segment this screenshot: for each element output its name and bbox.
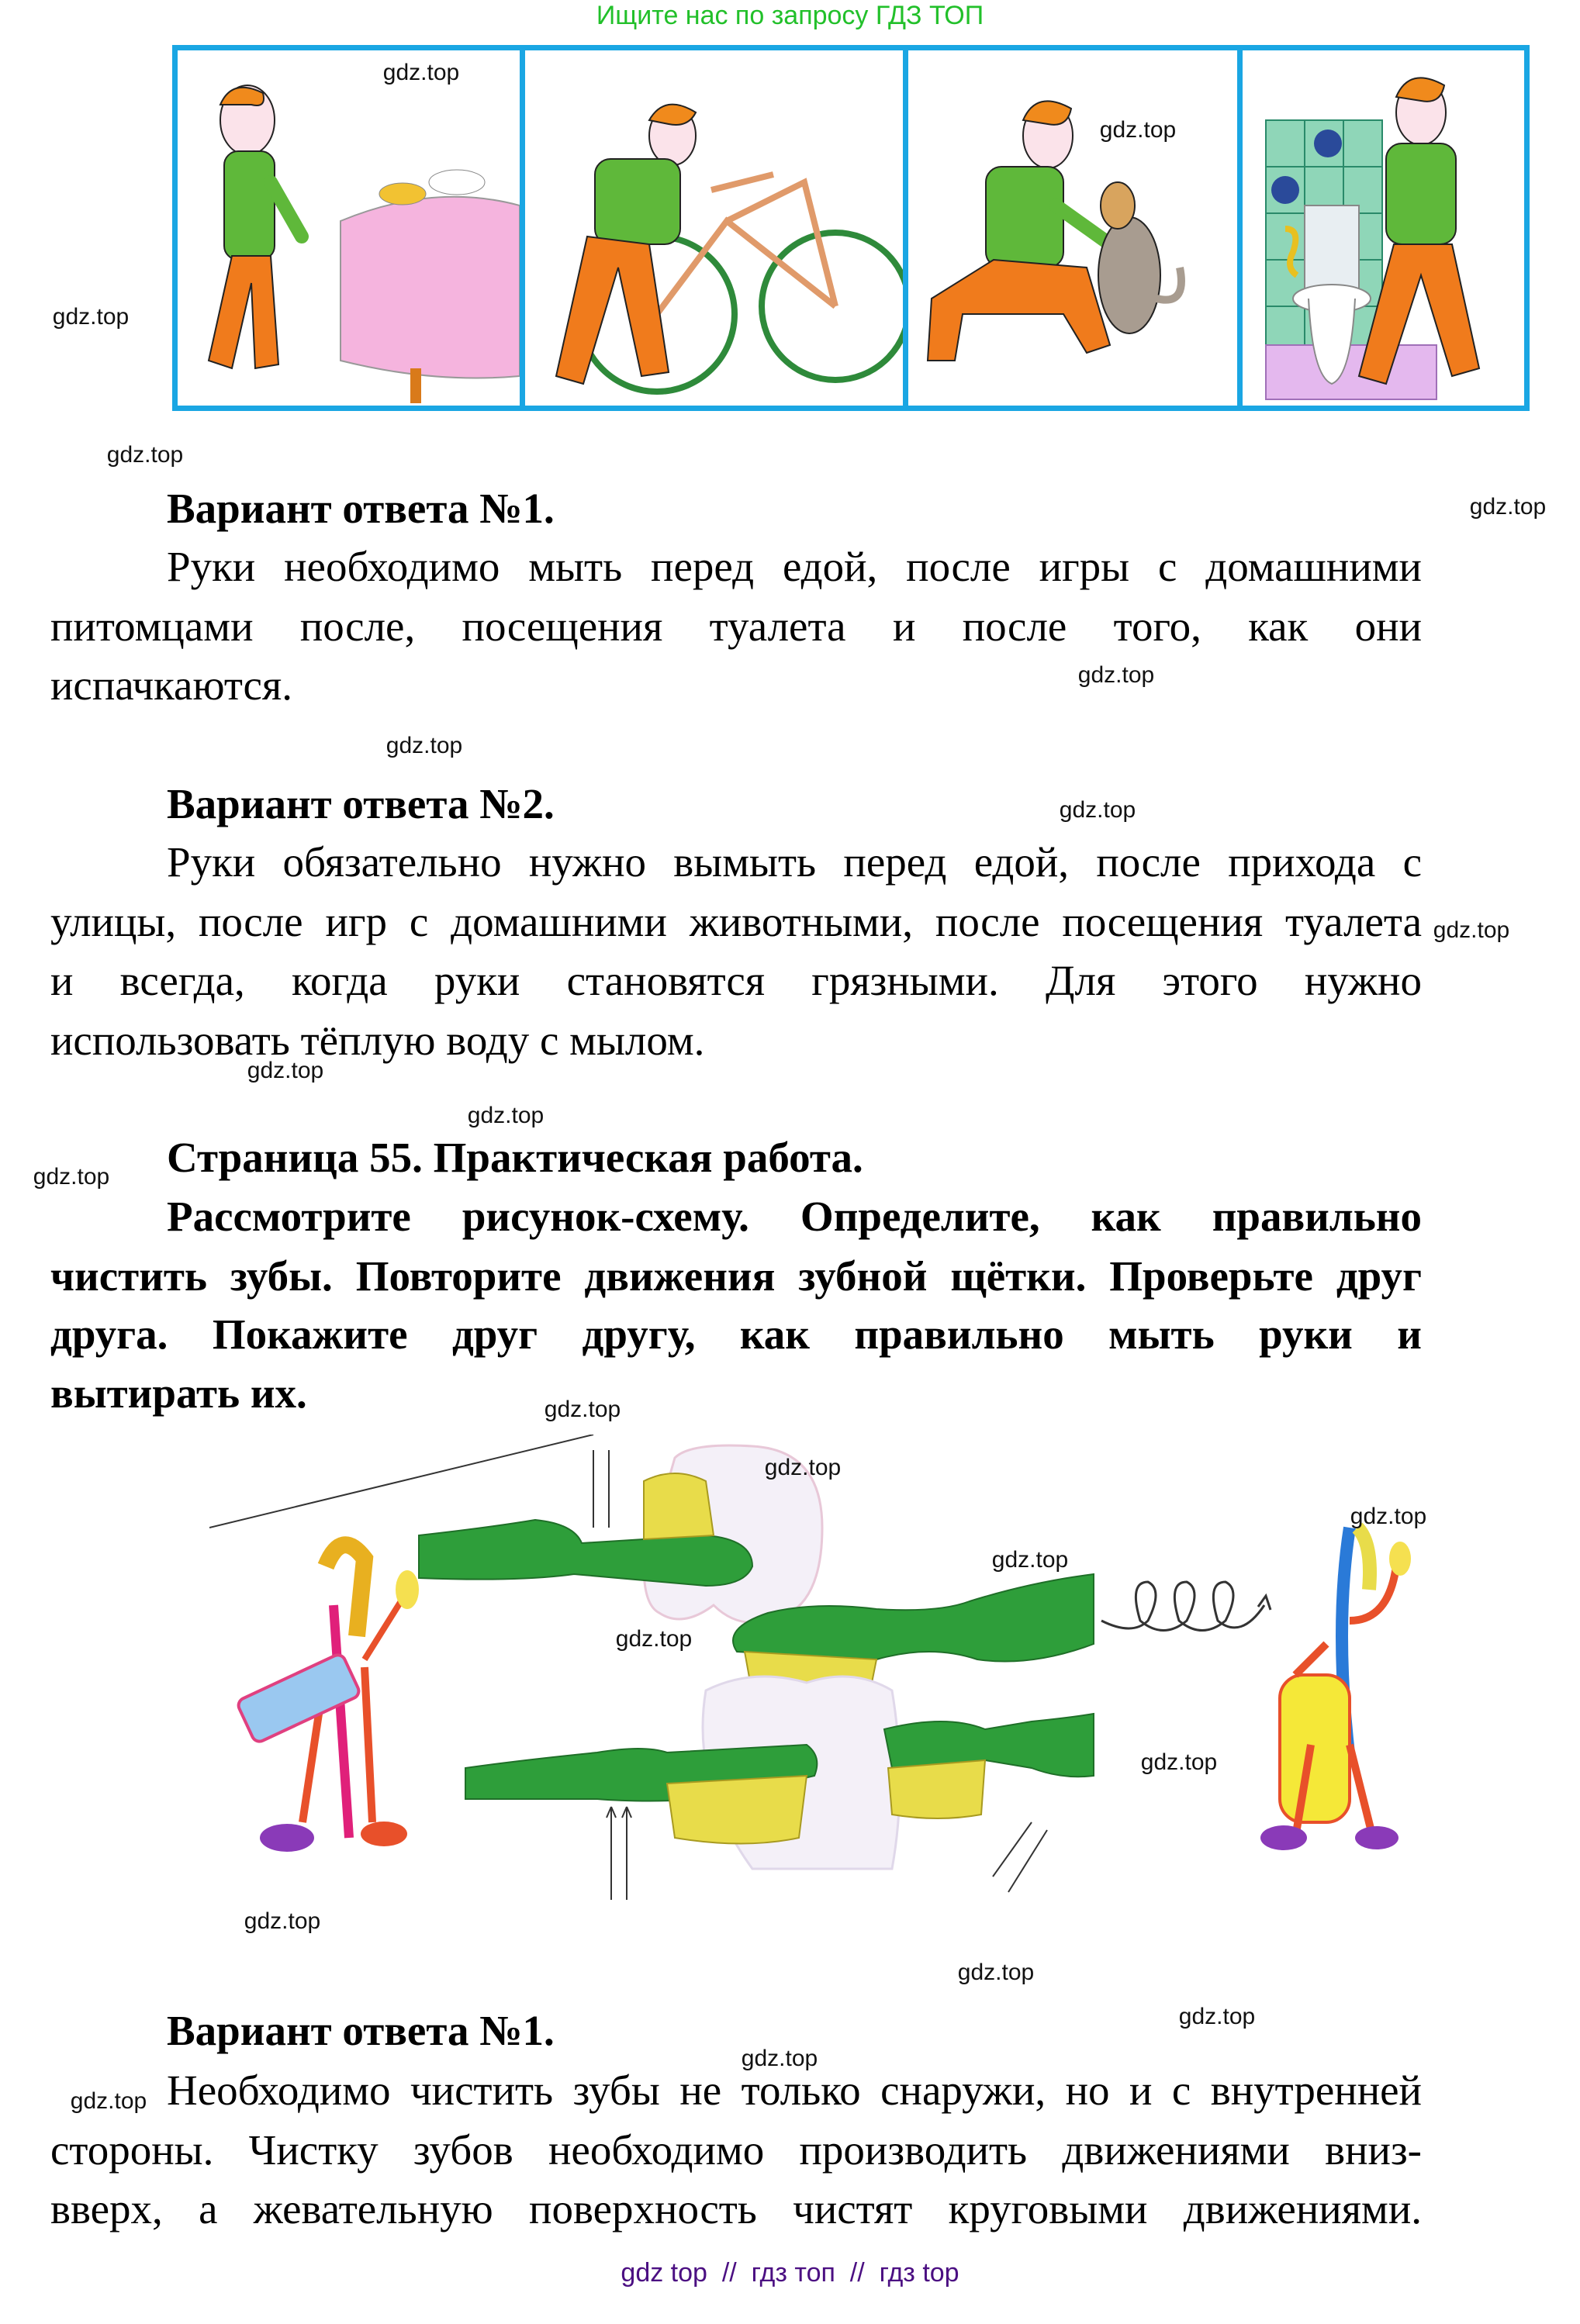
- illustration-panel-bicycle: [525, 50, 903, 406]
- watermark: gdz.top: [991, 1547, 1069, 1573]
- watermark: gdz.top: [1099, 117, 1177, 143]
- task-line: чистить зубы. Повторите движения зубной щётки. Проверьте друг: [50, 1252, 1422, 1300]
- watermark: gdz.top: [1350, 1504, 1427, 1529]
- watermark: gdz.top: [1469, 494, 1547, 520]
- paragraph-line: использовать тёплую воду с мылом.: [50, 1017, 705, 1064]
- search-hint-link[interactable]: Ищите нас по запросу ГДЗ ТОП: [596, 1, 984, 30]
- watermark: gdz.top: [106, 442, 184, 468]
- watermark: gdz.top: [385, 733, 463, 758]
- paragraph-line: Руки обязательно нужно вымыть перед едой, после прихода с: [167, 838, 1422, 886]
- watermark: gdz.top: [382, 60, 460, 85]
- toothpaste-character-left-icon: [236, 1545, 419, 1852]
- watermark: gdz.top: [1059, 797, 1136, 823]
- answer-2-heading: Вариант ответа №2.: [167, 780, 555, 827]
- watermark: gdz.top: [1433, 917, 1510, 943]
- watermark: gdz.top: [244, 1908, 321, 1934]
- panel-divider: [520, 45, 525, 411]
- watermark: gdz.top: [33, 1164, 110, 1190]
- illustration-panel-dog: [908, 50, 1237, 406]
- paragraph-line: питомцами после, посещения туалета и после того, как они: [50, 603, 1422, 650]
- paragraph-line: Руки необходимо мыть перед едой, после игры с домашними: [167, 543, 1422, 590]
- paragraph-line: испачкаются.: [50, 661, 292, 709]
- illustration-panel-table: [178, 50, 520, 406]
- practical-work-heading: Страница 55. Практическая работа.: [167, 1134, 863, 1181]
- watermark: gdz.top: [70, 2088, 147, 2114]
- task-line: Рассмотрите рисунок-схему. Определите, как правильно: [167, 1193, 1422, 1240]
- toothbrush-diagram: [209, 1435, 1419, 1934]
- paragraph-line: и всегда, когда руки становятся грязными. Для этого нужно: [50, 957, 1422, 1004]
- watermark: gdz.top: [467, 1103, 545, 1128]
- answer-1-heading: Вариант ответа №1.: [167, 485, 555, 532]
- watermark: gdz.top: [764, 1455, 842, 1480]
- paragraph-line: стороны. Чистку зубов необходимо производить движениями вниз-: [50, 2126, 1422, 2174]
- paragraph-line: улицы, после игр с домашними животными, после посещения туалета: [50, 898, 1422, 945]
- watermark: gdz.top: [544, 1397, 621, 1422]
- task-line: друга. Покажите друг другу, как правильно мыть руки и: [50, 1310, 1422, 1358]
- panel-divider: [903, 45, 908, 411]
- answer-4-heading: Вариант ответа №1.: [167, 2007, 555, 2054]
- task-line: вытирать их.: [50, 1369, 307, 1417]
- watermark: gdz.top: [741, 2046, 818, 2071]
- panel-divider: [1237, 45, 1243, 411]
- watermark: gdz.top: [1178, 2004, 1256, 2029]
- paragraph-line: Необходимо чистить зубы не только снаружи, но и с внутренней: [167, 2067, 1422, 2114]
- watermark: gdz.top: [247, 1058, 324, 1083]
- watermark: gdz.top: [52, 304, 130, 330]
- footer-links[interactable]: gdz top // гдз топ // гдз top: [621, 2258, 959, 2288]
- watermark: gdz.top: [1140, 1749, 1218, 1775]
- illustration-panel-toilet: [1243, 50, 1524, 406]
- watermark: gdz.top: [957, 1960, 1035, 1985]
- toothbrush-character-right-icon: [1260, 1528, 1411, 1850]
- paragraph-line: вверх, а жевательную поверхность чистят круговыми движениями.: [50, 2185, 1422, 2232]
- watermark: gdz.top: [1077, 662, 1155, 688]
- watermark: gdz.top: [615, 1626, 693, 1652]
